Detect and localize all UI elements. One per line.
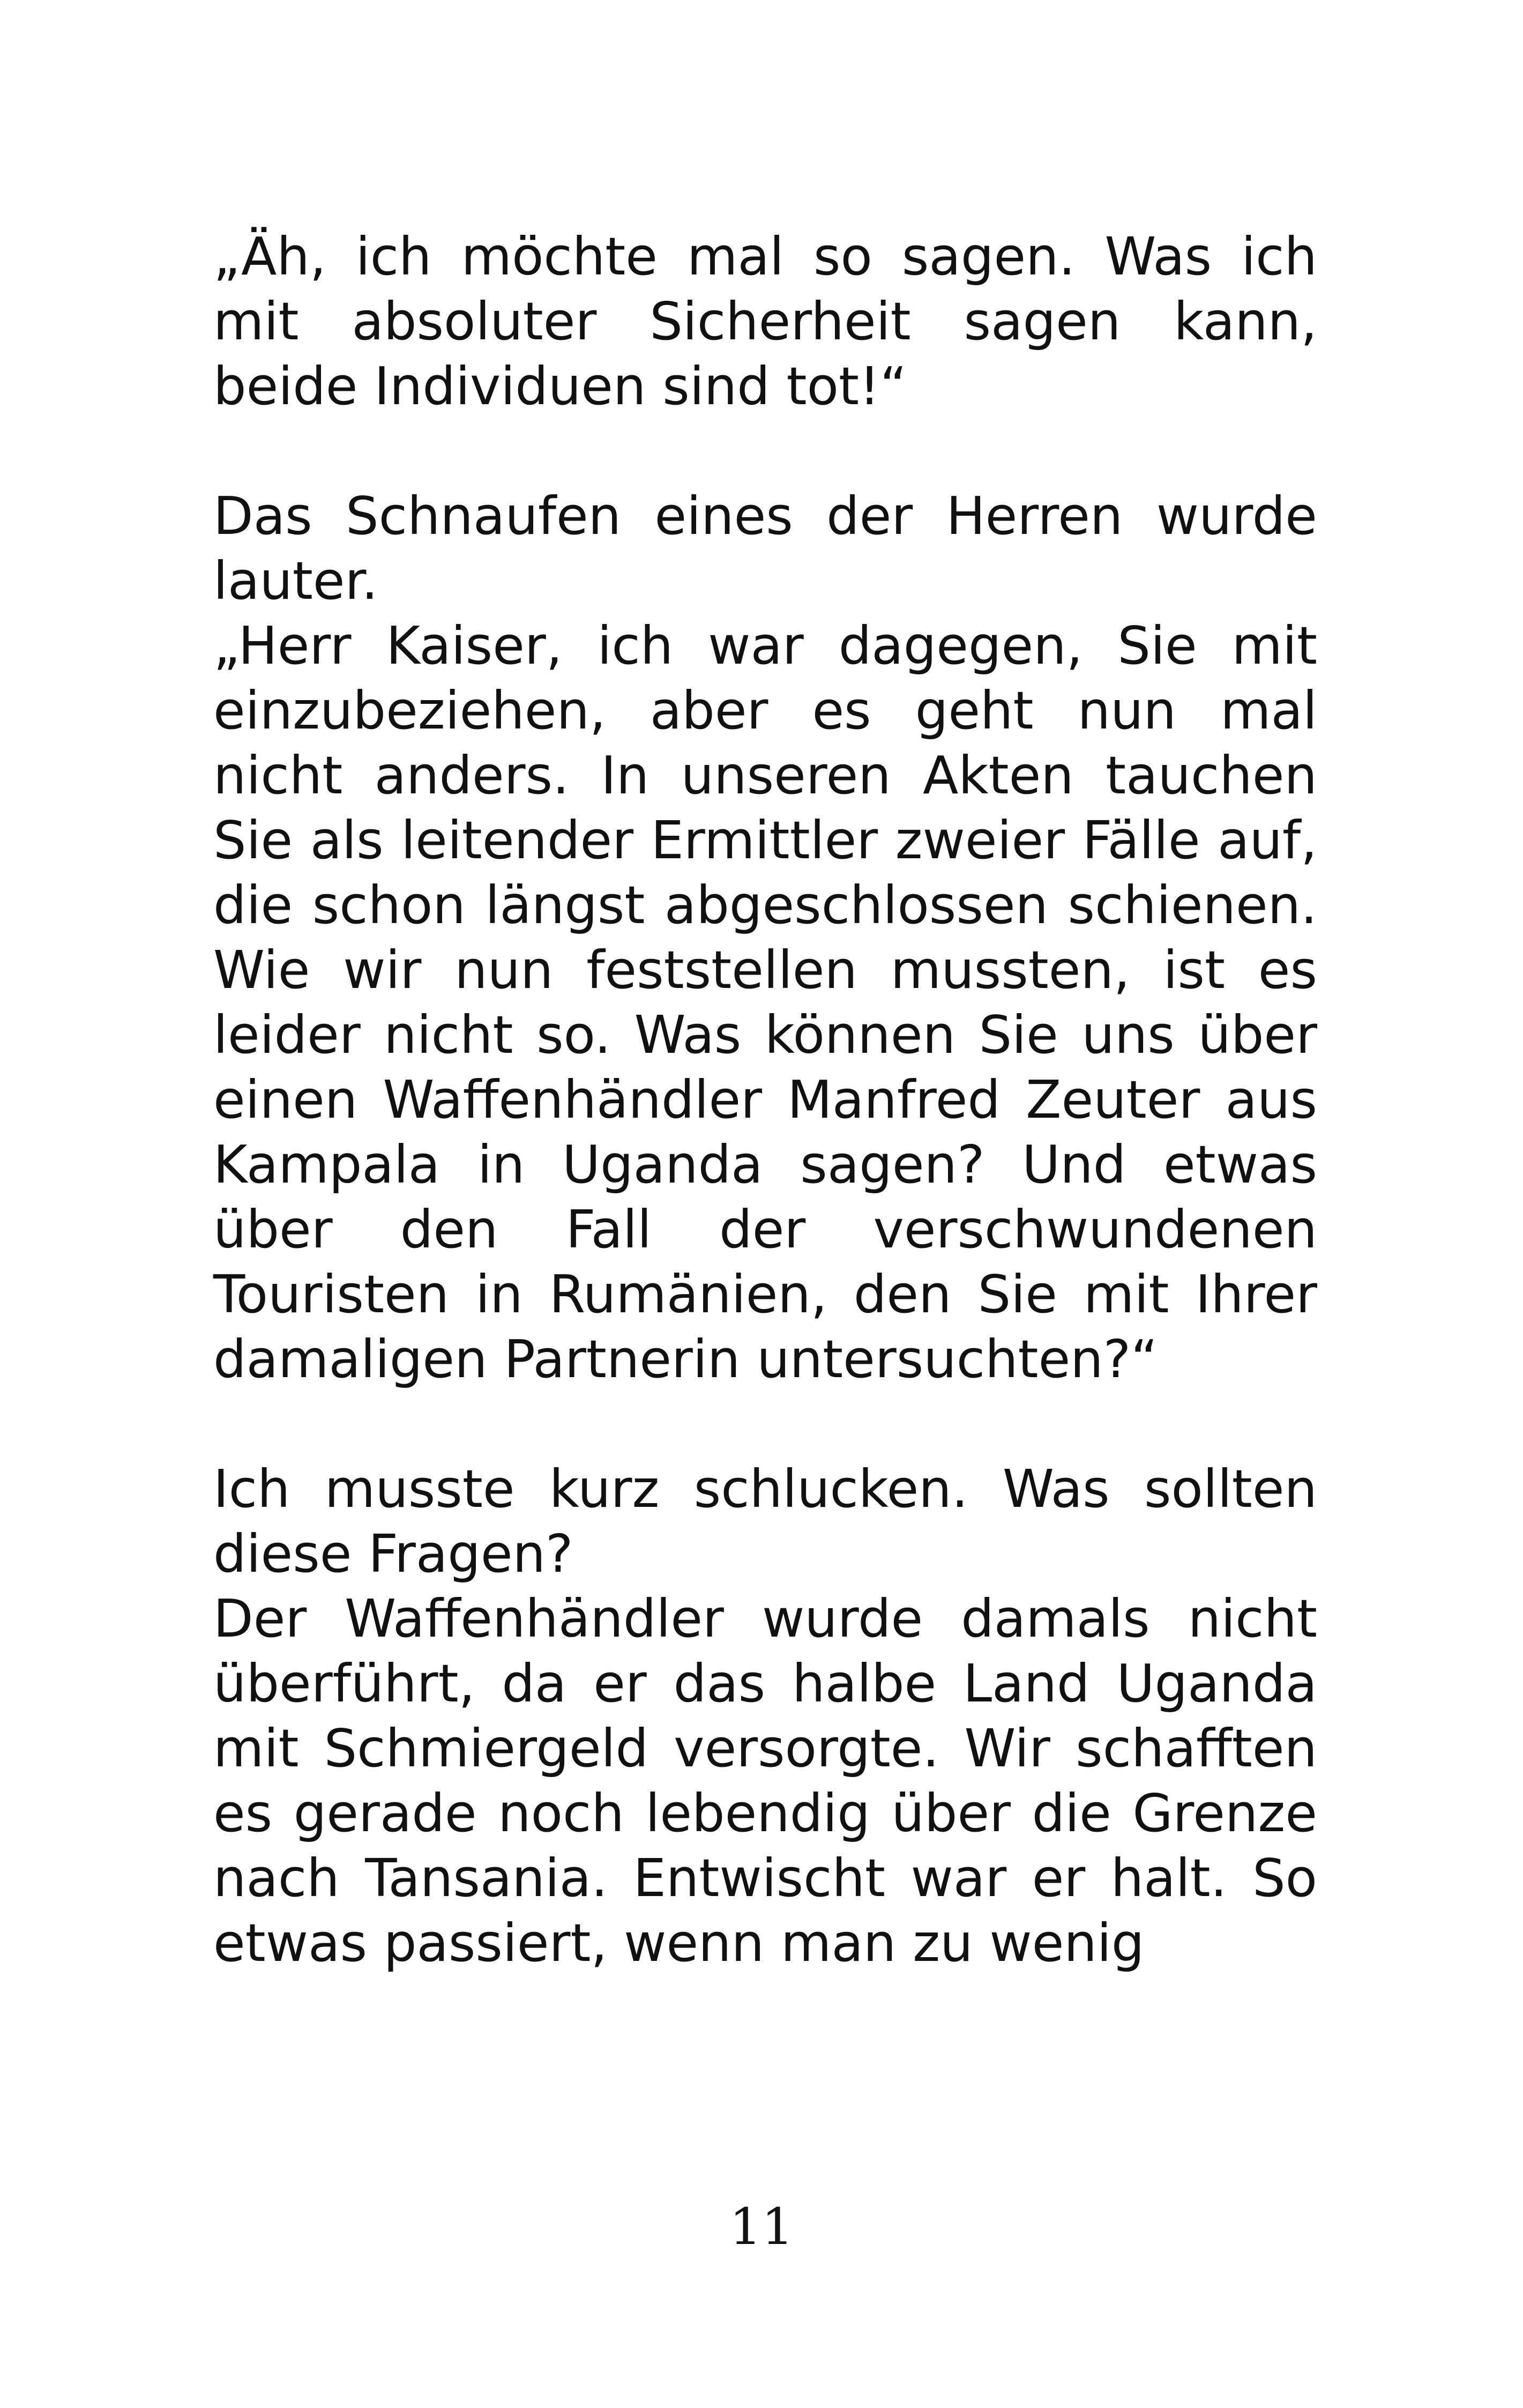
paragraph-narration-1: Das Schnaufen eines der Herren wurde lauter. <box>213 486 1317 611</box>
body-text <box>213 224 1317 1975</box>
page-number: 11 <box>729 2198 794 2256</box>
paragraph-dialogue-1: „Äh, ich möchte mal so sagen. Was ich mit absoluter Sicherheit sagen kann, beide Individuen sind tot!“ <box>213 226 1317 417</box>
paragraph-narration-3: Der Waffenhändler wurde damals nicht überführt, da er das halbe Land Uganda mit Schmiergeld versorgte. Wir schafften es gerade noch lebendig über die Grenze nach Tansania. Entwischt war er halt. So etwas passiert, wenn man zu wenig <box>213 1588 1317 1973</box>
paragraph-dialogue-2: „Herr Kaiser, ich war dagegen, Sie mit einzubeziehen, aber es geht nun mal nicht anders. In unseren Akten tauchen Sie als leitender Ermittler zweier Fälle auf, die schon längst abgeschlossen schienen. Wie wir nun feststellen mussten, ist es leider nicht so. Was können Sie uns über einen Waffenhändler Manfred Zeuter aus Kampala in Uganda sagen? Und etwas über den Fall der verschwundenen Touristen in Rumänien, den Sie mit Ihrer damaligen Partnerin untersuchten?“ <box>213 615 1317 1389</box>
paragraph-narration-2: Ich musste kurz schlucken. Was sollten diese Fragen? <box>213 1459 1317 1584</box>
